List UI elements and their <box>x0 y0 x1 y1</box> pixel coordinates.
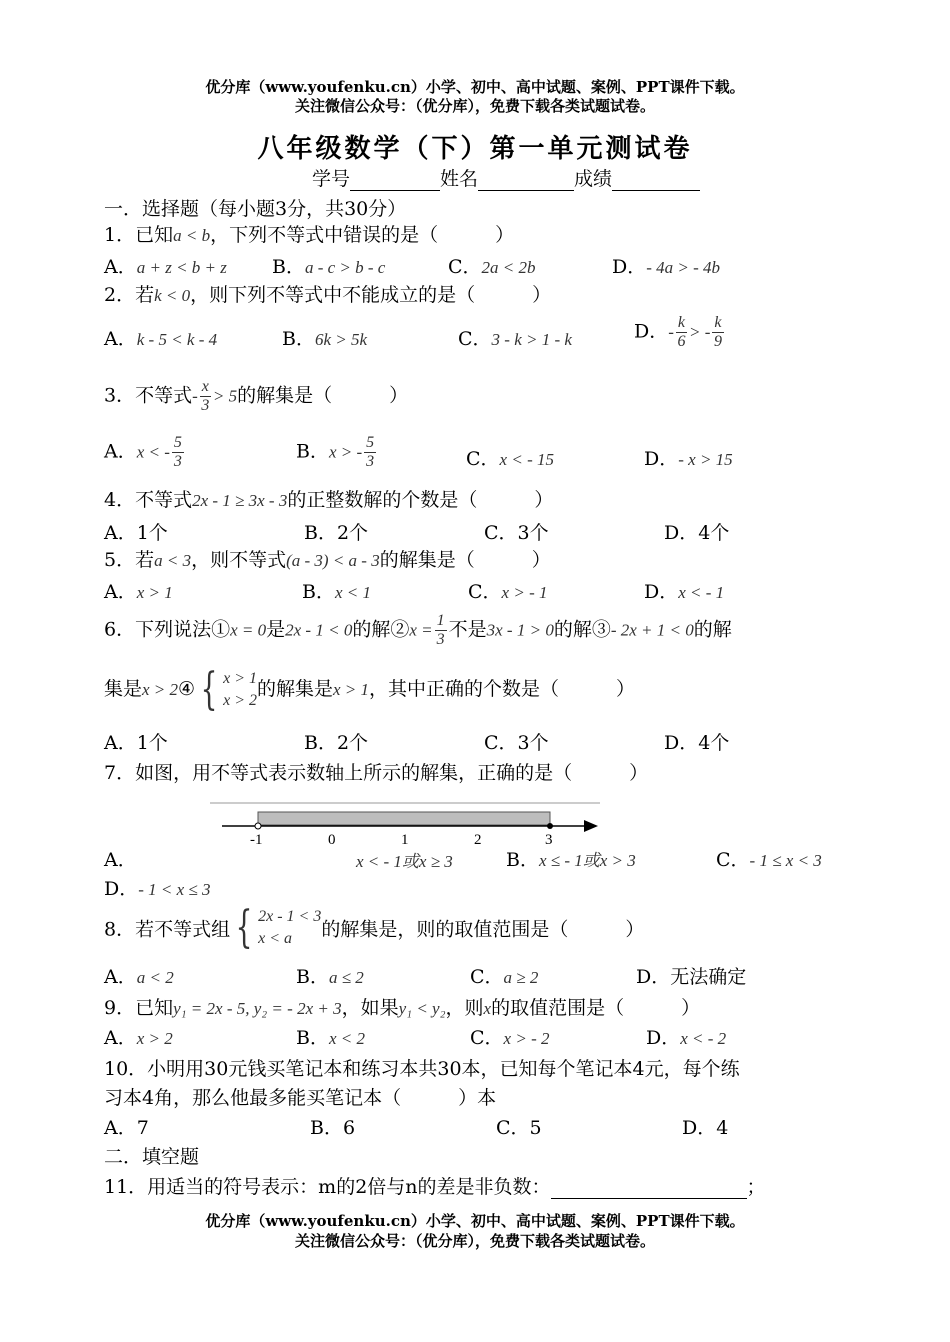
q5-text-b: ，则不等式 <box>191 549 287 571</box>
q9-option-c[interactable]: C．x > - 2 <box>470 1027 550 1049</box>
q6-option-c[interactable]: C．3个 <box>484 732 549 754</box>
q8-option-b[interactable]: B．a ≤ 2 <box>296 966 364 988</box>
q1-option-b[interactable]: B．a - c > b - c <box>272 256 386 278</box>
question-10-line-1: 10．小明用30元钱买笔记本和练习本共30本，已知每个笔记本4元，每个练 <box>104 1058 740 1080</box>
q5-text-c: 的解集是（ ） <box>379 549 551 571</box>
q5-option-b[interactable]: B．x < 1 <box>302 581 371 603</box>
question-1 <box>104 220 850 247</box>
question-8: 8．若不等式组 { 2x - 1 < 3 x < a 的解集是，则的取值范围是（ ） <box>104 902 645 953</box>
q7-option-a-label[interactable]: A． <box>104 849 137 871</box>
question-3 <box>104 378 850 415</box>
q1-option-c[interactable]: C．2a < 2b <box>448 256 536 278</box>
q6-option-b[interactable]: B．2个 <box>304 732 369 754</box>
header-line-2: 关注微信公众号：（优分库），免费下载各类试题试卷。 <box>294 97 655 115</box>
page-title: 八年级数学（下）第一单元测试卷 <box>257 134 693 164</box>
q10-option-d[interactable]: D．4 <box>682 1117 729 1139</box>
question-5 <box>104 545 850 572</box>
q1-math: a < b <box>173 226 211 245</box>
q5-option-c[interactable]: C．x > - 1 <box>468 581 548 603</box>
student-info <box>312 164 850 191</box>
number-line-figure <box>200 798 620 850</box>
q8-system: { 2x - 1 < 3 x < a <box>235 902 322 953</box>
q4-math: 2x - 1 ≥ 3x - 3 <box>192 491 288 510</box>
q4-option-c[interactable]: C．3个 <box>484 522 549 544</box>
q7-option-c[interactable]: C．- 1 ≤ x < 3 <box>716 849 822 871</box>
q3-option-a[interactable]: A．x < - $\frac{5}{3}$ <box>104 434 182 470</box>
q6-option-d[interactable]: D．4个 <box>664 732 730 754</box>
question-6-line-2: 集是x > 2④ { x > 1 x > 2 的解集是x > 1，其中正确的个数是（ ） <box>104 664 636 715</box>
q7-option-d[interactable]: D．- 1 < x ≤ 3 <box>104 878 211 900</box>
q1-option-a[interactable]: A．a + z < b + z <box>104 256 227 278</box>
q2-option-b[interactable]: B．6k > 5k <box>282 328 368 350</box>
q4-option-a[interactable]: A．1个 <box>104 522 168 544</box>
score-label: 成绩 <box>574 168 613 190</box>
q6-option-a[interactable]: A．1个 <box>104 732 168 754</box>
footer-line-2: 关注微信公众号：（优分库），免费下载各类试题试卷。 <box>294 1232 655 1250</box>
q2-option-d[interactable]: D．- $\frac{k}{6}$ > - $\frac{k}{9}$ <box>634 314 722 350</box>
q1-option-d[interactable]: D．- 4a > - 4b <box>612 256 721 278</box>
q5-math-2: (a - 3) < a - 3 <box>286 551 380 570</box>
q3-option-d[interactable]: D．- x > 15 <box>644 448 733 470</box>
tick-label-2: 2 <box>474 832 482 848</box>
question-9: 9．已知y₁ = 2x - 5, y₂ = - 2x + 3，如果y₁ < y₂，则x的取值范围是（ ） <box>104 997 701 1019</box>
q7-option-b[interactable]: B．x ≤ - 1或x > 3 <box>506 849 636 871</box>
section-2-heading: 二．填空题 <box>104 1146 200 1168</box>
q10-option-a[interactable]: A．7 <box>104 1117 149 1139</box>
q3-fraction: $\frac{x}{3}$ <box>201 378 210 414</box>
student-id-blank[interactable] <box>350 172 440 191</box>
q8-option-d[interactable]: D．无法确定 <box>636 966 747 988</box>
axis-arrow <box>584 820 598 832</box>
question-4 <box>104 485 850 512</box>
tick-label-0: 0 <box>328 832 336 848</box>
question-11: 11．用适当的符号表示：m的2倍与n的差是非负数： ； <box>104 1176 766 1198</box>
q4-option-b[interactable]: B．2个 <box>304 522 369 544</box>
q2-text-b: ，则下列不等式中不能成立的是（ ） <box>190 284 552 306</box>
q9-option-d[interactable]: D．x < - 2 <box>646 1027 727 1049</box>
name-label: 姓名 <box>440 168 479 190</box>
q5-math-1: a < 3 <box>154 551 192 570</box>
q6-system: { x > 1 x > 2 <box>200 664 257 715</box>
q2-text-a: 2．若 <box>104 284 155 306</box>
q10-option-b[interactable]: B．6 <box>310 1117 356 1139</box>
q1-text-a: 1．已知 <box>104 224 174 246</box>
q4-text-a: 4．不等式 <box>104 489 193 511</box>
question-2 <box>104 280 850 307</box>
tick-label-neg1: -1 <box>250 832 263 848</box>
score-blank[interactable] <box>612 172 700 191</box>
q5-option-a[interactable]: A．x > 1 <box>104 581 173 603</box>
q3-text-a: 3．不等式 <box>104 384 193 407</box>
q3-option-b[interactable]: B．x > - $\frac{5}{3}$ <box>296 434 375 470</box>
q3-math-1: - <box>192 386 198 406</box>
question-10-line-2: 习本4角，那么他最多能买笔记本（ ）本 <box>104 1087 497 1109</box>
q10-option-c[interactable]: C．5 <box>496 1117 542 1139</box>
q7-option-a[interactable]: x < - 1或x ≥ 3 <box>356 852 453 871</box>
q2-option-a[interactable]: A．k - 5 < k - 4 <box>104 328 218 350</box>
q9-option-b[interactable]: B．x < 2 <box>296 1027 365 1049</box>
solution-interval <box>258 812 550 825</box>
tick-label-1: 1 <box>401 832 409 848</box>
q3-option-c[interactable]: C．x < - 15 <box>466 448 554 470</box>
q2-option-c[interactable]: C．3 - k > 1 - k <box>458 328 572 350</box>
q4-text-b: 的正整数解的个数是（ ） <box>287 489 554 511</box>
tick-label-3: 3 <box>545 832 553 848</box>
question-6-line-1: 6．下列说法①x = 0是2x - 1 < 0的解②x = $\frac{1}{3}$ 不是3x - 1 > 0的解③- 2x + 1 < 0的解 <box>104 612 732 648</box>
q2-math: k < 0 <box>154 286 191 305</box>
q8-option-c[interactable]: C．a ≥ 2 <box>470 966 539 988</box>
q8-option-a[interactable]: A．a < 2 <box>104 966 174 988</box>
q3-math-2: > 5 <box>212 386 238 406</box>
q5-text-a: 5．若 <box>104 549 155 571</box>
student-id-label: 学号 <box>312 168 351 190</box>
section-1-heading: 一．选择题（每小题3分，共30分） <box>104 198 407 220</box>
q11-answer-blank[interactable] <box>551 1180 747 1199</box>
q1-text-b: ，下列不等式中错误的是（ ） <box>210 224 515 246</box>
question-7: 7．如图，用不等式表示数轴上所示的解集，正确的是（ ） <box>104 762 649 784</box>
footer-line-1: 优分库（www.youfenku.cn）小学、初中、高中试题、案例、PPT课件下载。 <box>205 1212 745 1230</box>
header-line-1: 优分库（www.youfenku.cn）小学、初中、高中试题、案例、PPT课件下载。 <box>205 78 745 96</box>
closed-endpoint <box>547 823 553 829</box>
open-endpoint <box>255 823 261 829</box>
q3-text-b: 的解集是（ ） <box>237 384 409 407</box>
q5-option-d[interactable]: D．x < - 1 <box>644 581 725 603</box>
name-blank[interactable] <box>478 172 574 191</box>
q4-option-d[interactable]: D．4个 <box>664 522 730 544</box>
q9-option-a[interactable]: A．x > 2 <box>104 1027 173 1049</box>
